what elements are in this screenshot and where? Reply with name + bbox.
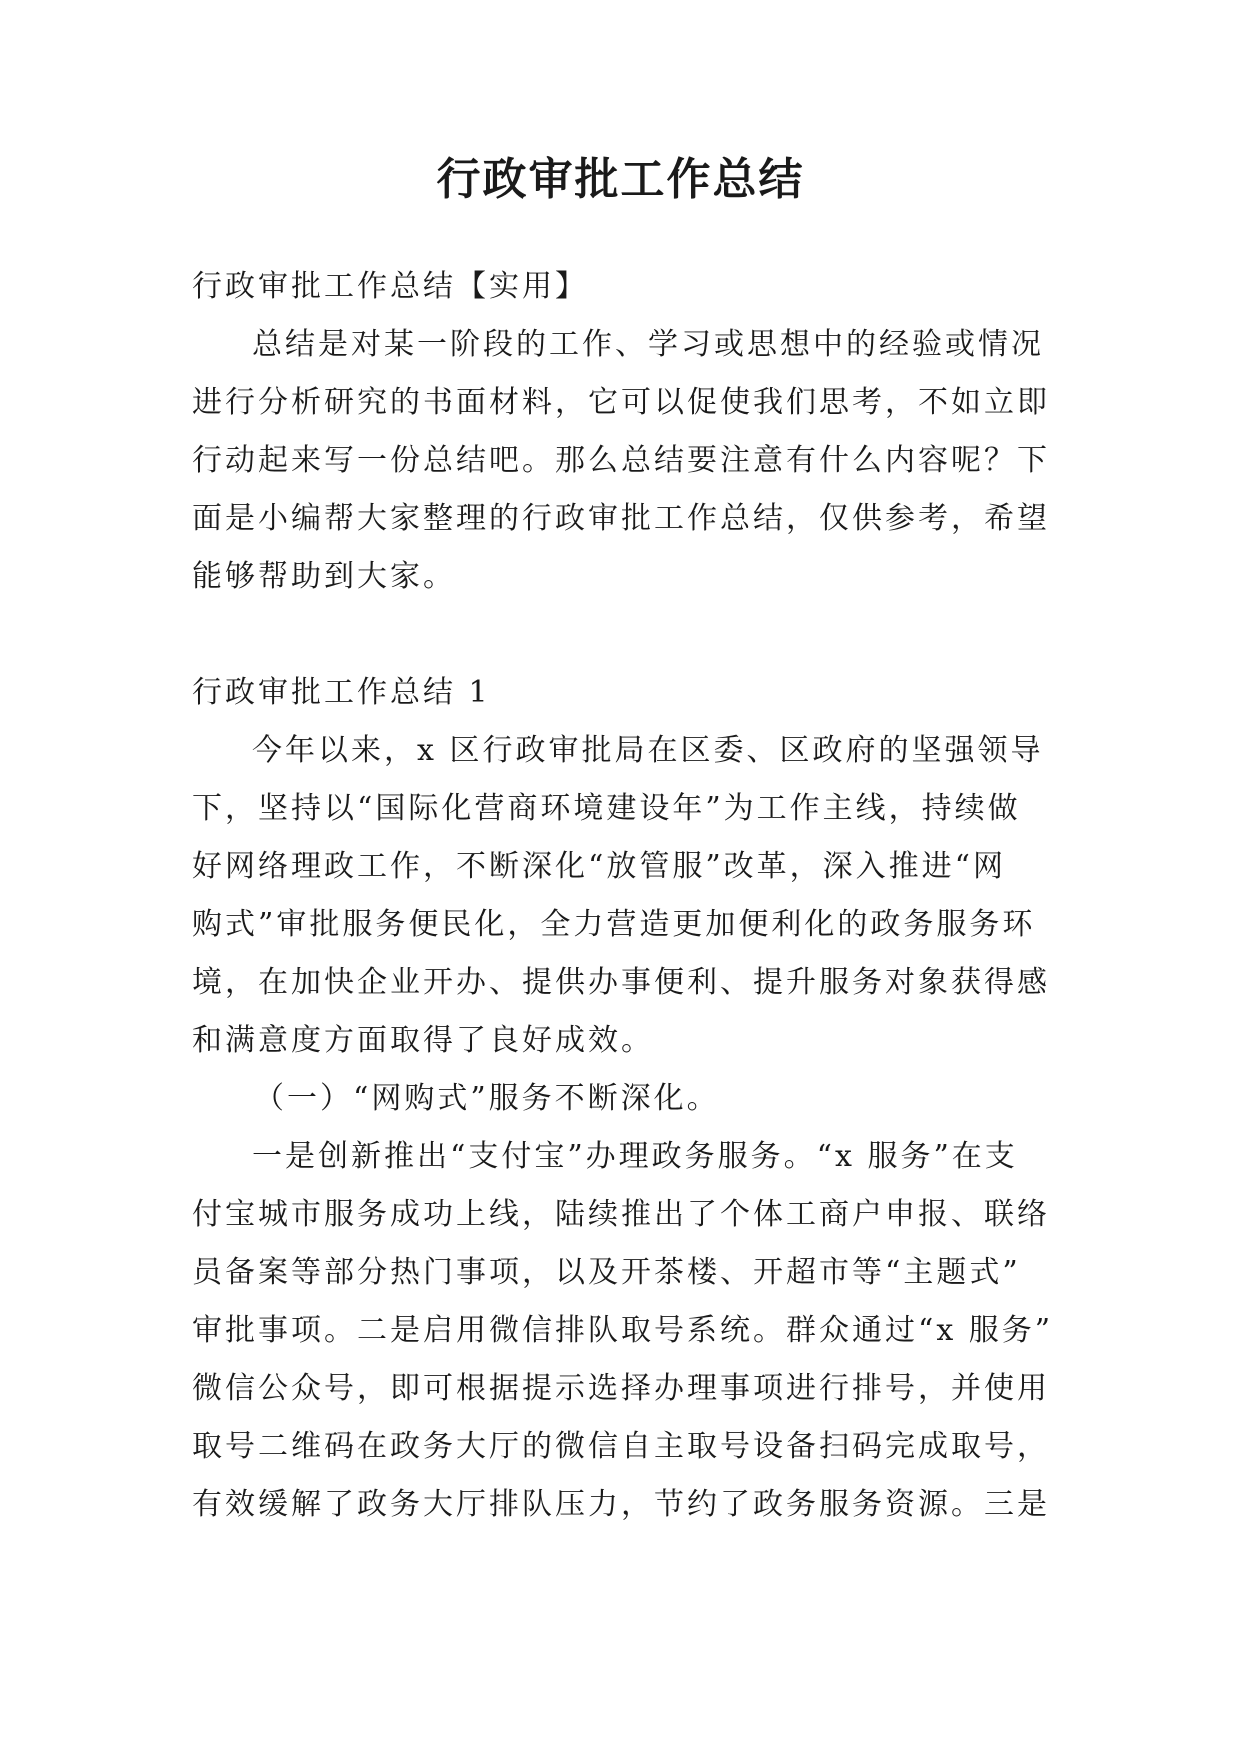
intro-line: 面是小编帮大家整理的行政审批工作总结，仅供参考，希望 [192,501,1050,536]
paragraph-line: 付宝城市服务成功上线，陆续推出了个体工商户申报、联络 [192,1197,1050,1232]
document-title: 行政审批工作总结 [436,154,805,205]
document-body [192,258,1062,1534]
intro-line: 总结是对某一阶段的工作、学习或思想中的经验或情况 [252,327,1044,362]
paragraph-line: 有效缓解了政务大厅排队压力，节约了政务服务资源。三是 [192,1487,1050,1522]
paragraph-line: 员备案等部分热门事项，以及开茶楼、开超市等“主题式” [192,1255,1021,1290]
paragraph-line: 境，在加快企业开办、提供办事便利、提升服务对象获得感 [192,965,1050,1000]
paragraph-line: 取号二维码在政务大厅的微信自主取号设备扫码完成取号， [192,1429,1050,1464]
section-spacer [192,606,1062,664]
intro-line: 行动起来写一份总结吧。那么总结要注意有什么内容呢？下 [192,443,1050,478]
document-subtitle: 行政审批工作总结【实用】 [192,269,588,304]
paragraph-line: 今年以来，x 区行政审批局在区委、区政府的坚强领导 [252,733,1044,768]
paragraph-line: 和满意度方面取得了良好成效。 [192,1023,654,1058]
paragraph-line: 审批事项。二是启用微信排队取号系统。群众通过“x 服务” [192,1313,1054,1348]
subheading: （一）“网购式”服务不断深化。 [254,1081,720,1116]
intro-line: 能够帮助到大家。 [192,559,456,594]
paragraph-line: 下，坚持以“国际化营商环境建设年”为工作主线，持续做 [192,791,1021,826]
paragraph-line: 一是创新推出“支付宝”办理政务服务。“x 服务”在支 [252,1139,1018,1174]
paragraph-line: 购式”审批服务便民化，全力营造更加便利化的政务服务环 [192,907,1036,942]
section-heading: 行政审批工作总结 1 [192,675,491,710]
paragraph-line: 微信公众号，即可根据提示选择办理事项进行排号，并使用 [192,1371,1050,1406]
paragraph-line: 好网络理政工作，不断深化“放管服”改革，深入推进“网 [192,849,1007,884]
intro-line: 进行分析研究的书面材料，它可以促使我们思考，不如立即 [192,385,1050,420]
